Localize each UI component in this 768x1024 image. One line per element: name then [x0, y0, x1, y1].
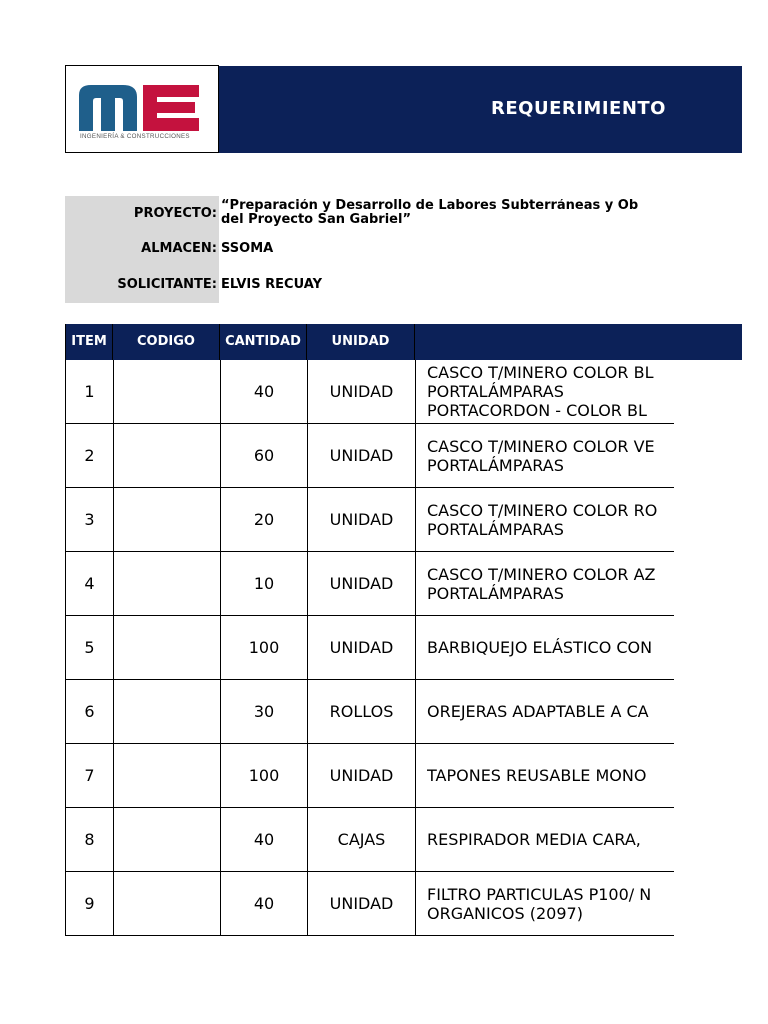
cell-item: 8	[66, 808, 114, 871]
document-title: REQUERIMIENTO	[491, 98, 666, 119]
cell-unidad: UNIDAD	[308, 552, 416, 615]
cell-item: 6	[66, 680, 114, 743]
cell-descripcion	[416, 552, 676, 615]
cell-item: 4	[66, 552, 114, 615]
almacen-value: SSOMA	[221, 241, 274, 256]
proyecto-label: PROYECTO:	[133, 206, 217, 221]
table-row	[65, 552, 674, 616]
cell-codigo	[114, 744, 221, 807]
cell-cantidad: 40	[221, 808, 308, 871]
descripcion-text: RESPIRADOR MEDIA CARA,	[427, 830, 646, 849]
table-row	[65, 872, 674, 936]
cell-cantidad: 20	[221, 488, 308, 551]
descripcion-text: BARBIQUEJO ELÁSTICO CON	[427, 638, 653, 657]
cell-cantidad: 60	[221, 424, 308, 487]
cell-item: 1	[66, 360, 114, 423]
cell-codigo	[114, 488, 221, 551]
cell-cantidad: 30	[221, 680, 308, 743]
cell-codigo	[114, 680, 221, 743]
descripcion-text: FILTRO PARTICULAS P100/ N ORGANICOS (2097)	[427, 884, 652, 923]
solicitante-value: ELVIS RECUAY	[221, 277, 322, 292]
table-row	[65, 808, 674, 872]
cell-codigo	[114, 424, 221, 487]
descripcion-text: CASCO T/MINERO COLOR BL PORTALÁMPARAS PORTACORDON - COLOR BL	[427, 363, 654, 420]
proyecto-value	[221, 199, 674, 227]
cell-codigo	[114, 616, 221, 679]
cell-descripcion	[416, 744, 676, 807]
table-header	[65, 324, 742, 360]
cell-descripcion	[416, 680, 676, 743]
descripcion-text: TAPONES REUSABLE MONO	[427, 766, 647, 785]
header-item: ITEM	[65, 324, 113, 360]
table-row	[65, 616, 674, 680]
cell-descripcion	[416, 872, 676, 935]
header-descripcion	[415, 324, 675, 360]
cell-unidad: UNIDAD	[308, 872, 416, 935]
proyecto-line-1: “Preparación y Desarrollo de Labores Subterráneas y Ob	[221, 199, 639, 213]
header-band-extension	[674, 324, 742, 360]
table-row	[65, 424, 674, 488]
header-codigo: CODIGO	[113, 324, 220, 360]
company-logo-box	[65, 65, 219, 153]
descripcion-text: OREJERAS ADAPTABLE A CA	[427, 702, 649, 721]
header-cantidad: CANTIDAD	[220, 324, 307, 360]
cell-cantidad: 40	[221, 360, 308, 423]
descripcion-text: CASCO T/MINERO COLOR AZ PORTALÁMPARAS	[427, 564, 656, 603]
cell-item: 3	[66, 488, 114, 551]
descripcion-text: CASCO T/MINERO COLOR VE PORTALÁMPARAS	[427, 436, 655, 475]
table-row	[65, 360, 674, 424]
cell-codigo	[114, 552, 221, 615]
proyecto-line-2: del Proyecto San Gabriel”	[221, 212, 411, 227]
cell-unidad: UNIDAD	[308, 616, 416, 679]
cell-codigo	[114, 872, 221, 935]
cell-item: 5	[66, 616, 114, 679]
cell-cantidad: 40	[221, 872, 308, 935]
cell-cantidad: 100	[221, 616, 308, 679]
cell-unidad: CAJAS	[308, 808, 416, 871]
cell-item: 2	[66, 424, 114, 487]
logo-subtitle: INGENIERÍA & CONSTRUCCIONES	[80, 133, 190, 140]
almacen-label: ALMACEN:	[141, 241, 217, 256]
page-cutoff	[674, 324, 768, 1024]
table-row	[65, 680, 674, 744]
company-logo-icon	[79, 85, 201, 131]
cell-descripcion	[416, 360, 676, 423]
cell-unidad: UNIDAD	[308, 488, 416, 551]
cell-codigo	[114, 360, 221, 423]
cell-descripcion	[416, 808, 676, 871]
cell-descripcion	[416, 424, 676, 487]
solicitante-label: SOLICITANTE:	[117, 277, 217, 292]
cell-unidad: UNIDAD	[308, 424, 416, 487]
cell-descripcion	[416, 488, 676, 551]
cell-unidad: UNIDAD	[308, 744, 416, 807]
cell-unidad: UNIDAD	[308, 360, 416, 423]
cell-codigo	[114, 808, 221, 871]
table-row	[65, 744, 674, 808]
cell-descripcion	[416, 616, 676, 679]
descripcion-text: CASCO T/MINERO COLOR RO PORTALÁMPARAS	[427, 500, 658, 539]
header-unidad: UNIDAD	[307, 324, 415, 360]
cell-item: 9	[66, 872, 114, 935]
table-row	[65, 488, 674, 552]
cell-unidad: ROLLOS	[308, 680, 416, 743]
cell-cantidad: 100	[221, 744, 308, 807]
cell-item: 7	[66, 744, 114, 807]
cell-cantidad: 10	[221, 552, 308, 615]
